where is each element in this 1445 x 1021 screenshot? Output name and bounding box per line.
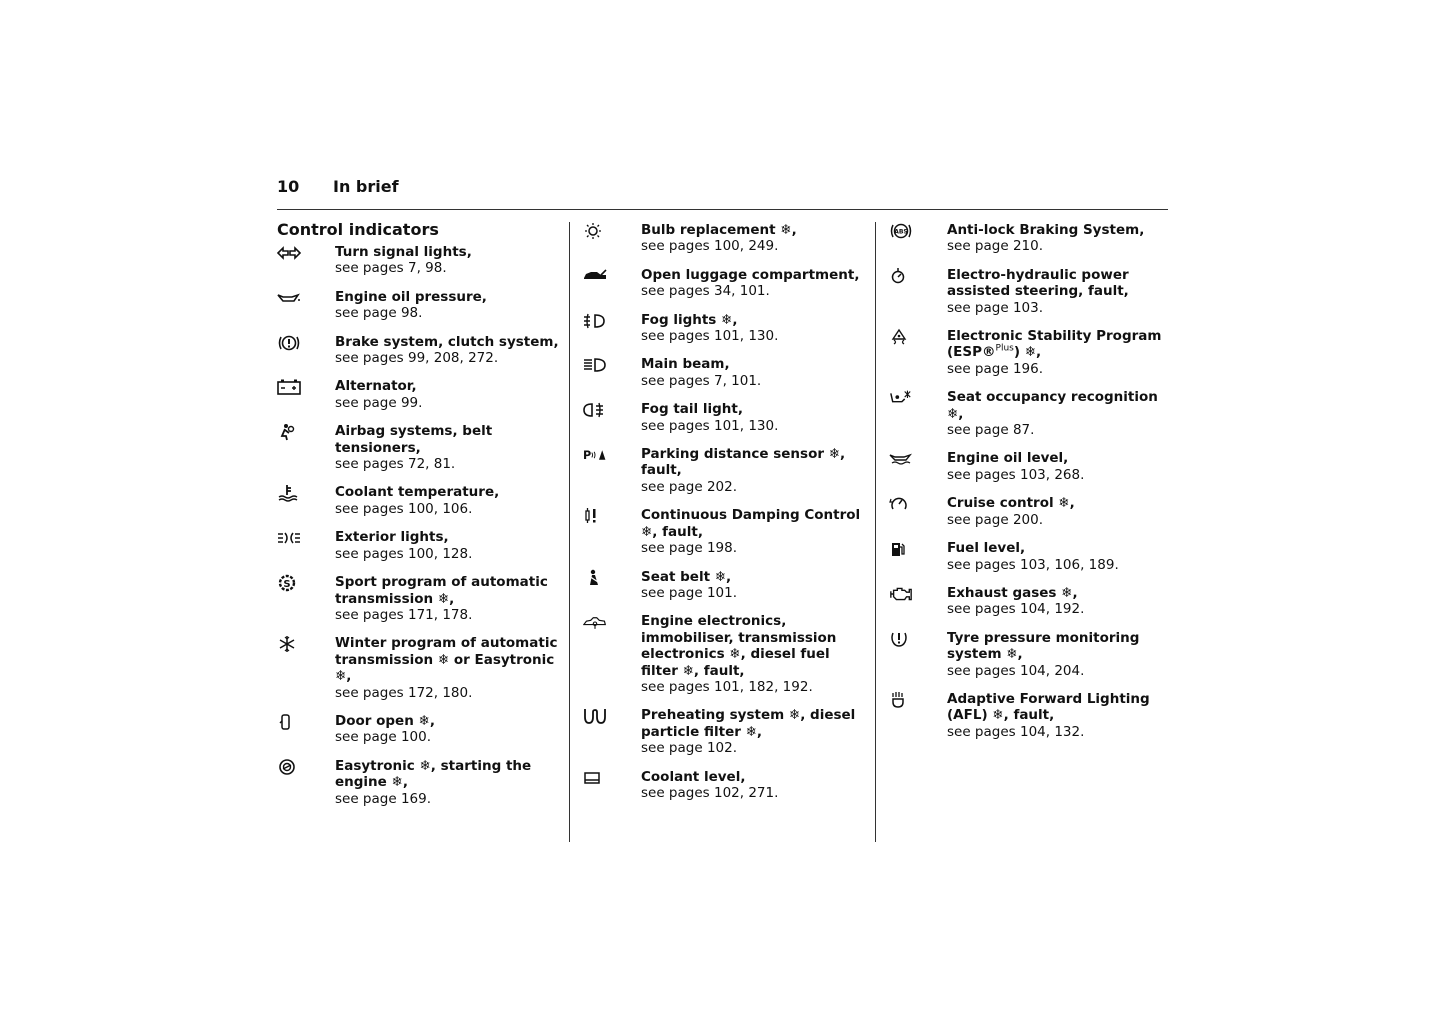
control-indicators-heading: Control indicators [277,220,439,239]
indicator-column-3 [889,222,1174,752]
exterior-lights-icon [277,529,305,547]
page-header [277,175,1168,210]
oil-can-icon [277,289,305,307]
oil-level-icon [889,450,917,468]
sport-program-icon [277,574,305,592]
parking-sensor-icon [583,446,611,464]
turn-signal-icon [277,244,305,262]
indicator-item: Engine electronics, immobiliser, transmission electronics ❄, diesel fuel filter ❄, fault, see pages 101, 182, 192. [583,613,868,695]
indicator-item: Coolant level, see pages 102, 271. [583,769,868,802]
brake-warning-icon [277,334,305,352]
column-divider [875,222,876,842]
indicator-item: Exterior lights, see pages 100, 128. [277,529,562,562]
indicator-item: Preheating system ❄, diesel particle filter ❄, see page 102. [583,707,868,756]
indicator-item: Engine oil pressure, see page 98. [277,289,562,322]
indicator-item: Fog lights ❄, see pages 101, 130. [583,312,868,345]
tyre-pressure-icon [889,630,917,648]
indicator-item: Brake system, clutch system, see pages 99, 208, 272. [277,334,562,367]
indicator-item: Open luggage compartment, see pages 34, 101. [583,267,868,300]
seat-occupancy-icon [889,389,917,407]
esp-icon [889,328,917,346]
bulb-icon [583,222,611,240]
svg-text:S: S [283,579,291,591]
airbag-icon [277,423,305,441]
indicator-item: Fog tail light, see pages 101, 130. [583,401,868,434]
indicator-item: ABS Anti-lock Braking System, see page 210. [889,222,1174,255]
indicator-item: Fuel level, see pages 103, 106, 189. [889,540,1174,573]
indicator-item: Continuous Damping Control ❄, fault, see page 198. [583,507,868,556]
page-number: 10 [277,177,300,196]
cruise-control-icon [889,495,917,513]
svg-text:P: P [583,449,592,463]
main-beam-icon [583,356,611,374]
easytronic-icon [277,758,305,776]
indicator-item: Easytronic ❄, starting the engine ❄, see page 169. [277,758,562,807]
indicator-item: S Sport program of automatic transmission ❄, see pages 171, 178. [277,574,562,623]
engine-icon [889,585,917,603]
coolant-temperature-icon [277,484,305,502]
coolant-level-icon [583,769,611,787]
fog-tail-light-icon [583,401,611,419]
car-trunk-icon [583,267,611,285]
indicator-item: Exhaust gases ❄, see pages 104, 192. [889,585,1174,618]
afl-icon [889,691,917,709]
door-open-icon [277,713,305,731]
battery-icon [277,378,305,396]
column-divider [569,222,570,842]
indicator-item: Electro-hydraulic power assisted steering, fault, see page 103. [889,267,1174,316]
fog-light-icon [583,312,611,330]
indicator-item: P Parking distance sensor ❄, fault, see page 202. [583,446,846,495]
power-steering-icon [889,267,917,285]
indicator-item: Winter program of automatic transmission ❄ or Easytronic ❄, see pages 172, 180. [277,635,562,701]
indicator-item: Cruise control ❄, see page 200. [889,495,1174,528]
indicator-item: Airbag systems, belt tensioners, see pages 72, 81. [277,423,562,472]
indicator-item: Alternator, see page 99. [277,378,562,411]
seat-belt-icon [583,569,611,587]
indicator-item: Door open ❄, see page 100. [277,713,562,746]
indicator-item: Seat occupancy recognition ❄, see page 87. [889,389,1174,438]
indicator-item: Adaptive Forward Lighting (AFL) ❄, fault, see pages 104, 132. [889,691,1174,740]
svg-text:ABS: ABS [894,228,908,236]
indicator-column-2 [583,222,868,813]
indicator-item: Engine oil level, see pages 103, 268. [889,450,1174,483]
indicator-column-1 [277,222,562,819]
fuel-pump-icon [889,540,917,558]
indicator-item: Tyre pressure monitoring system ❄, see pages 104, 204. [889,630,1174,679]
abs-icon [889,222,917,240]
indicator-item: Seat belt ❄, see page 101. [583,569,868,602]
immobiliser-icon [583,613,611,631]
damping-control-icon [583,507,611,525]
indicator-item: Turn signal lights, see pages 7, 98. [277,244,562,277]
indicator-item: Coolant temperature, see pages 100, 106. [277,484,562,517]
indicator-item: Electronic Stability Program (ESP®$^{Plus}$) ❄, see page 196. [889,328,1174,377]
snowflake-icon [277,635,305,653]
preheat-coil-icon [583,707,611,725]
indicator-item: Main beam, see pages 7, 101. [583,356,868,389]
indicator-item: Bulb replacement ❄, see pages 100, 249. [583,222,868,255]
section-title: In brief [333,177,399,196]
